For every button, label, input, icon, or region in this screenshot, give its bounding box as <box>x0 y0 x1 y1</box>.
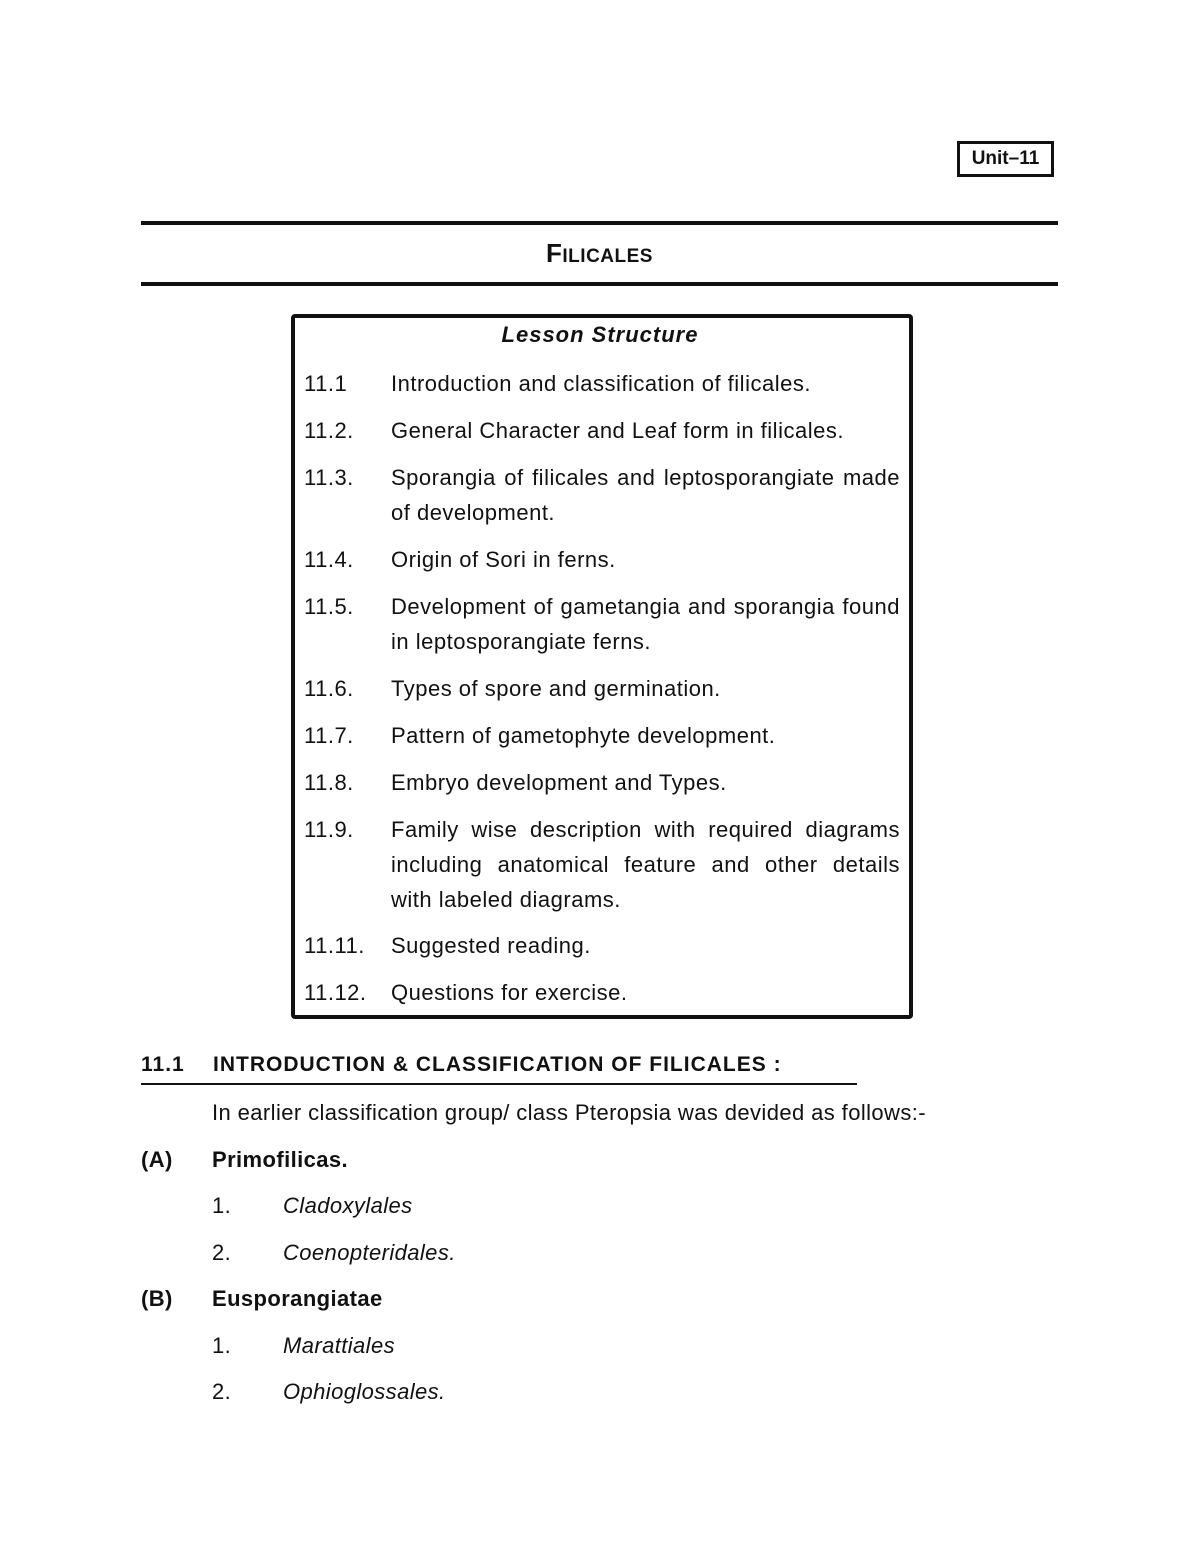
section-title: INTRODUCTION & CLASSIFICATION OF FILICALES : <box>213 1053 782 1076</box>
lesson-item-number: 11.3. <box>304 465 354 490</box>
group-item-number: 2. <box>212 1379 232 1404</box>
group-item-number: 1. <box>212 1193 232 1218</box>
lesson-structure-heading: Lesson Structure <box>501 322 699 347</box>
group-item-number: 1. <box>212 1333 232 1358</box>
lesson-item-number: 11.8. <box>304 770 354 795</box>
lesson-item-number: 11.4. <box>304 547 354 572</box>
lesson-item-text: Introduction and classification of filicales. <box>391 371 811 396</box>
lesson-item-text: Questions for exercise. <box>391 980 628 1005</box>
lesson-item-number: 11.2. <box>304 418 354 443</box>
lesson-item-text: Sporangia of filicales and leptosporangiate made of development. <box>391 465 900 525</box>
group-item-name: Coenopteridales. <box>283 1240 456 1265</box>
section-underline <box>141 1083 857 1085</box>
group-item-name: Ophioglossales. <box>283 1379 446 1404</box>
group-name: Eusporangiatae <box>212 1286 383 1311</box>
lesson-item-number: 11.9. <box>304 817 354 842</box>
group-label: (B) <box>141 1286 173 1311</box>
lesson-item-text: Suggested reading. <box>391 933 591 958</box>
unit-badge: Unit–11 <box>957 141 1054 177</box>
title-rule-bottom <box>141 282 1058 286</box>
lesson-item-number: 11.11. <box>304 933 365 958</box>
lesson-item-number: 11.1 <box>304 371 348 396</box>
page-title-rest: ILICALES <box>562 246 653 267</box>
group-label: (A) <box>141 1147 173 1172</box>
lesson-item-number: 11.6. <box>304 676 354 701</box>
group-item-name: Cladoxylales <box>283 1193 413 1218</box>
lesson-item-text: Pattern of gametophyte development. <box>391 723 776 748</box>
group-item-name: Marattiales <box>283 1333 395 1358</box>
page-title-initial: F <box>546 238 563 268</box>
lesson-item-text: Family wise description with required diagrams including anatomical feature and other details with labeled diagrams. <box>391 817 900 912</box>
lesson-item-text: Types of spore and germination. <box>391 676 721 701</box>
lesson-item-text: Development of gametangia and sporangia found in leptosporangiate ferns. <box>391 594 900 654</box>
intro-paragraph: In earlier classification group/ class Pteropsia was devided as follows:- <box>212 1100 926 1125</box>
lesson-item-number: 11.7. <box>304 723 354 748</box>
group-name: Primofilicas. <box>212 1147 349 1172</box>
lesson-item-text: Origin of Sori in ferns. <box>391 547 616 572</box>
title-rule-top <box>141 221 1058 225</box>
page-title <box>141 238 1058 269</box>
lesson-item-number: 11.12. <box>304 980 367 1005</box>
lesson-item-text: General Character and Leaf form in filicales. <box>391 418 844 443</box>
lesson-item-text: Embryo development and Types. <box>391 770 727 795</box>
section-number: 11.1 <box>141 1053 185 1076</box>
lesson-item-number: 11.5. <box>304 594 354 619</box>
group-item-number: 2. <box>212 1240 232 1265</box>
